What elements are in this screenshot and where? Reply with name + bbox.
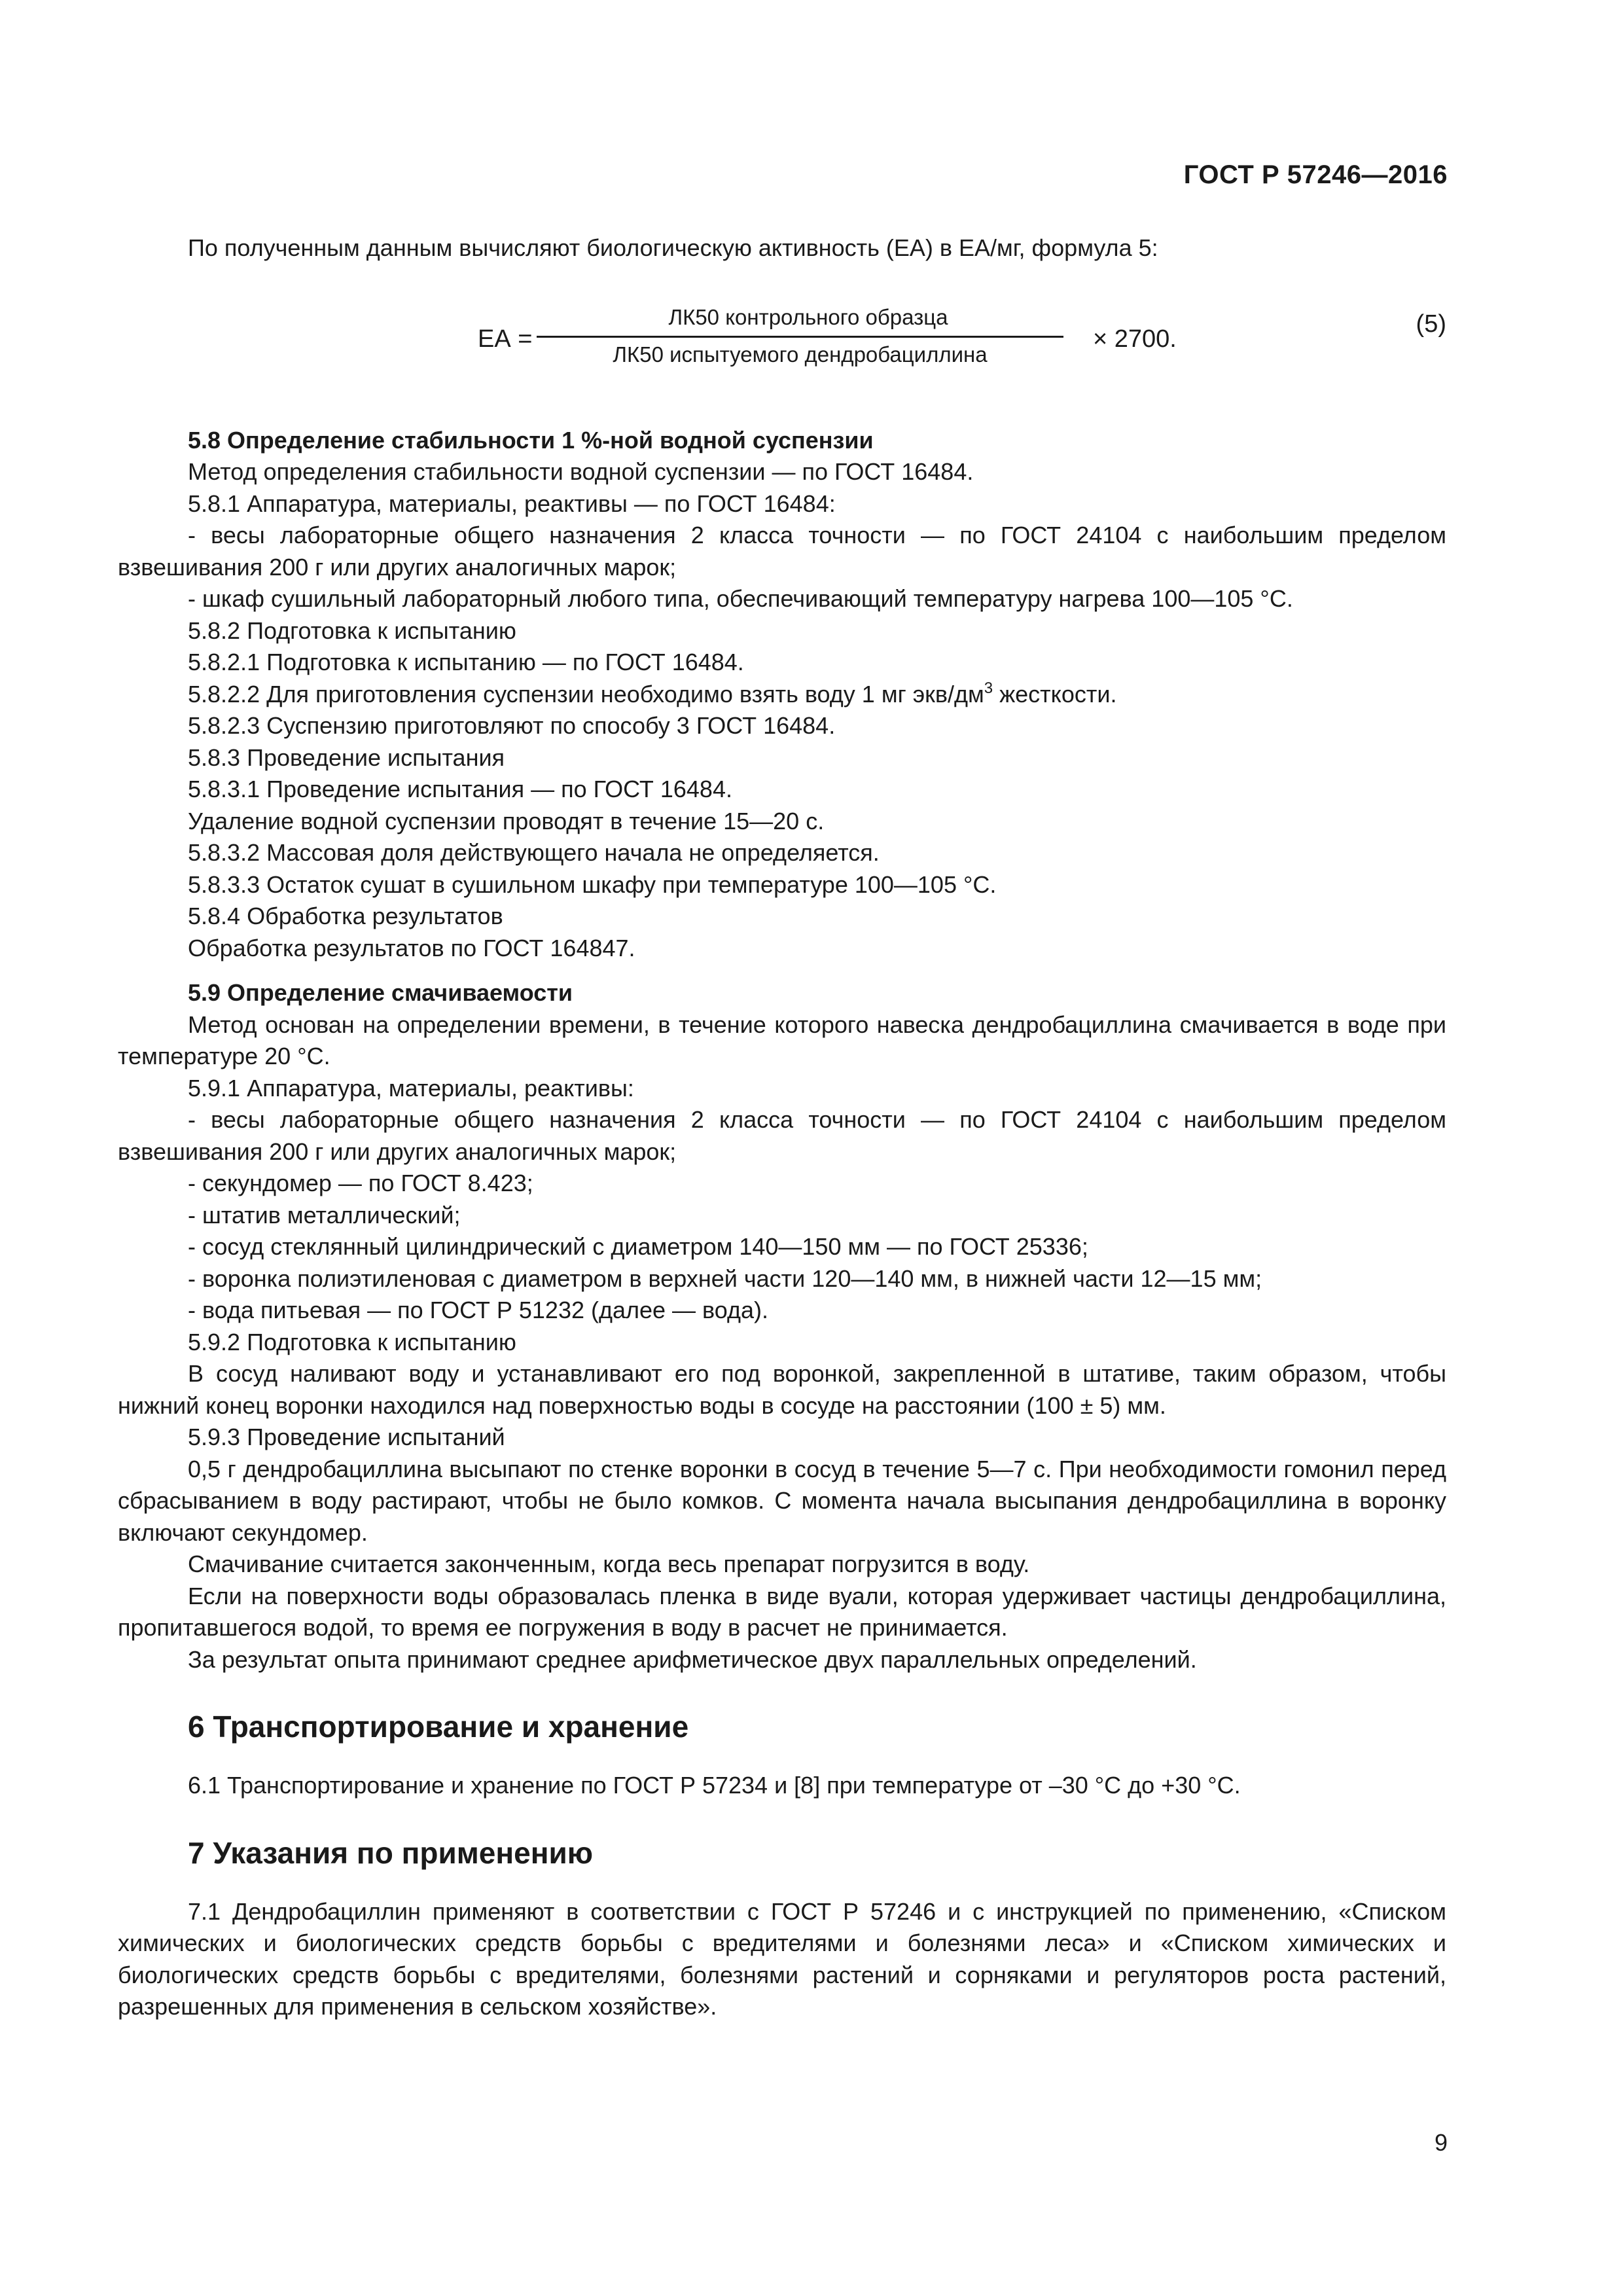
paragraph: 5.8.3.2 Массовая доля действующего начала не определяется.	[188, 839, 880, 866]
section-6-heading: 6 Транспортирование и хранение	[188, 1710, 689, 1744]
section-5-8-heading: 5.8 Определение стабильности 1 %-ной водной суспензии	[188, 426, 874, 454]
paragraph: 5.8.4 Обработка результатов	[188, 903, 503, 929]
section-7-heading: 7 Указания по применению	[188, 1835, 594, 1870]
paragraph: Смачивание считается законченным, когда весь препарат погрузится в воду.	[188, 1551, 1030, 1577]
formula-lhs: ЕА =	[478, 325, 533, 353]
formula-numerator: ЛК50 контрольного образца	[668, 304, 948, 329]
paragraph: Удаление водной суспензии проводят в течение 15—20 с.	[188, 807, 825, 834]
list-item: - вода питьевая — по ГОСТ Р 51232 (далее — вода).	[188, 1297, 769, 1323]
formula-denominator: ЛК50 испытуемого дендробациллина	[613, 342, 988, 367]
paragraph: За результат опыта принимают среднее арифметическое двух параллельных определений.	[188, 1645, 1197, 1673]
paragraph: В сосуд наливают воду и устанавливают его под воронкой, закрепленной в штативе, таким образом, чтобы нижний конец воронки находился над поверхностью воды в сосуде на расстоянии (100 ± 5) мм.	[118, 1360, 1446, 1419]
paragraph: 5.8.3 Проведение испытания	[188, 744, 505, 771]
formula-rhs: × 2700.	[1093, 325, 1177, 353]
list-item: - сосуд стеклянный цилиндрический с диаметром 140—150 мм — по ГОСТ 25336;	[188, 1233, 1088, 1260]
paragraph-text: 5.8.2.2 Для приготовления суспензии необходимо взять воду 1 мг экв/дм	[188, 680, 984, 708]
paragraph: Метод определения стабильности водной суспензии — по ГОСТ 16484.	[188, 458, 974, 485]
superscript: 3	[984, 679, 993, 697]
paragraph: 5.8.2.1 Подготовка к испытанию — по ГОСТ 16484.	[188, 649, 744, 675]
page-number: 9	[1434, 2129, 1448, 2156]
formula-number: (5)	[1416, 310, 1446, 338]
paragraph: 7.1 Дендробациллин применяют в соответствии с ГОСТ Р 57246 и с инструкцией по применению, «Списком химических и биологических средств борьбы с вредителями и болезнями леса» и «Списком химических и биологических средств борьбы с вредителями, болезнями растений и сорняками и регуляторов роста растений, разрешенных для применения в сельском хозяйстве».	[118, 1897, 1446, 2020]
paragraph: Метод основан на определении времени, в течение которого навеска дендробациллина смачивается в воде при температуре 20 °С.	[118, 1011, 1446, 1069]
intro-paragraph: По полученным данным вычисляют биологическую активность (ЕА) в ЕА/мг, формула 5:	[188, 234, 1158, 261]
paragraph: 5.8.2 Подготовка к испытанию	[188, 617, 516, 644]
formula-fraction	[537, 302, 1080, 371]
document-body	[118, 232, 1446, 2023]
paragraph: Обработка результатов по ГОСТ 164847.	[188, 934, 635, 961]
paragraph: 5.8.3.3 Остаток сушат в сушильном шкафу при температуре 100—105 °С.	[188, 870, 997, 898]
paragraph: 5.9.2 Подготовка к испытанию	[188, 1328, 516, 1355]
list-item: - штатив металлический;	[188, 1201, 461, 1229]
paragraph: 5.8.2.3 Суспензию приготовляют по способу 3 ГОСТ 16484.	[188, 712, 836, 739]
paragraph: 0,5 г дендробациллина высыпают по стенке воронки в сосуд в течение 5—7 с. При необходимости гомонил перед сбрасыванием в воду растирают, чтобы не было комков. С момента начала высыпания дендробациллина в воронку включают секундомер.	[118, 1455, 1446, 1546]
paragraph: 5.9.1 Аппаратура, материалы, реактивы:	[188, 1074, 634, 1102]
list-item: - весы лабораторные общего назначения 2 класса точности — по ГОСТ 24104 с наибольшим пределом взвешивания 200 г или других аналогичных марок;	[118, 522, 1446, 581]
list-item: - весы лабораторные общего назначения 2 класса точности — по ГОСТ 24104 с наибольшим пределом взвешивания 200 г или других аналогичных марок;	[118, 1106, 1446, 1165]
formula-5	[118, 302, 1446, 379]
list-item: - воронка полиэтиленовая с диаметром в верхней части 120—140 мм, в нижней части 12—15 мм;	[188, 1265, 1262, 1292]
paragraph: 5.8.1 Аппаратура, материалы, реактивы — по ГОСТ 16484:	[188, 490, 836, 517]
list-item: - шкаф сушильный лабораторный любого типа, обеспечивающий температуру нагрева 100—105 °С.	[188, 585, 1293, 612]
paragraph-text: жесткости.	[993, 680, 1117, 708]
document-header: ГОСТ Р 57246—2016	[1183, 160, 1448, 189]
paragraph: Если на поверхности воды образовалась пленка в виде вуали, которая удерживает частицы дендробациллина, пропитавшегося водой, то время ее погружения в воду в расчет не принимается.	[118, 1582, 1446, 1641]
list-item: - секундомер — по ГОСТ 8.423;	[188, 1170, 533, 1196]
paragraph: 6.1 Транспортирование и хранение по ГОСТ Р 57234 и [8] при температуре от –30 °С до +30 °С.	[188, 1772, 1241, 1799]
section-5-9-heading: 5.9 Определение смачиваемости	[188, 979, 573, 1006]
paragraph: 5.8.3.1 Проведение испытания — по ГОСТ 16484.	[188, 776, 732, 802]
paragraph: 5.9.3 Проведение испытаний	[188, 1424, 505, 1450]
paragraph	[118, 679, 1446, 711]
